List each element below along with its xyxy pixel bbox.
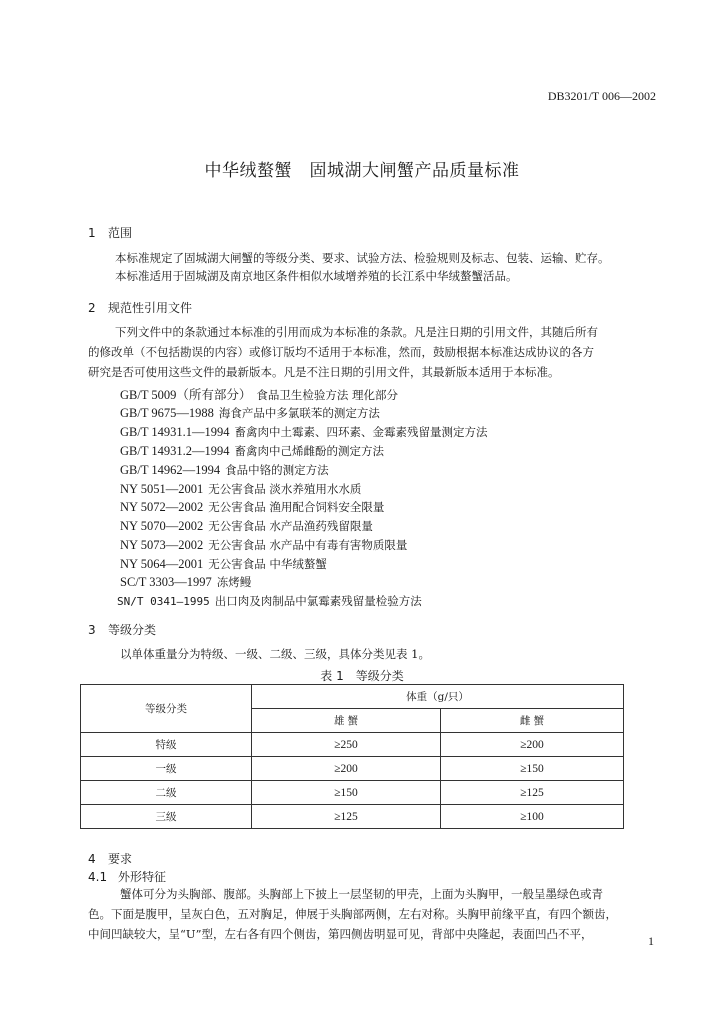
reference-item bbox=[120, 443, 384, 459]
header-female: 雌 蟹 bbox=[441, 709, 624, 733]
paragraph: 色。下面是腹甲，呈灰白色，五对胸足，伸展于头胸部两侧，左右对称。头胸甲前缘平直，有四个额齿， bbox=[88, 907, 617, 921]
paragraph: 本标准规定了固城湖大闸蟹的等级分类、要求、试验方法、检验规则及标志、包装、运输、贮存。 bbox=[115, 251, 610, 265]
reference-code: NY 5070—2002 bbox=[120, 519, 204, 533]
page-number: 1 bbox=[648, 934, 654, 948]
table-row bbox=[81, 781, 624, 805]
header-male: 雄 蟹 bbox=[252, 709, 441, 733]
section-4-heading bbox=[88, 850, 132, 867]
section-number: 4.1 bbox=[88, 870, 108, 884]
reference-code: GB/T 14931.2—1994 bbox=[120, 444, 230, 458]
paragraph: 本标准适用于固城湖及南京地区条件相似水域增养殖的长江系中华绒螯蟹活品。 bbox=[115, 269, 518, 283]
reference-name: 无公害食品 淡水养殖用水水质 bbox=[208, 482, 362, 496]
section-title: 等级分类 bbox=[108, 623, 157, 637]
reference-code: GB/T 14962—1994 bbox=[120, 463, 221, 477]
paragraph: 的修改单（不包括勘误的内容）或修订版均不适用于本标准，然而，鼓励根据本标准达成协议的各方 bbox=[88, 345, 594, 359]
reference-name: 无公害食品 中华绒螯蟹 bbox=[208, 557, 327, 571]
reference-item bbox=[117, 593, 422, 609]
reference-item bbox=[120, 518, 373, 534]
reference-name: 无公害食品 渔用配合饲料安全限量 bbox=[208, 500, 385, 514]
cell-grade: 三级 bbox=[81, 805, 252, 829]
reference-code: GB/T 9675—1988 bbox=[120, 406, 214, 420]
reference-item bbox=[120, 385, 398, 403]
section-number: 4 bbox=[88, 852, 96, 866]
cell-grade: 特级 bbox=[81, 733, 252, 757]
reference-name: 畜禽肉中土霉素、四环素、金霉素残留量测定方法 bbox=[234, 425, 488, 439]
table-row bbox=[81, 805, 624, 829]
cell-female: ≥100 bbox=[441, 805, 624, 829]
table-header-row bbox=[81, 685, 624, 709]
document-code: DB3201/T 006—2002 bbox=[547, 89, 656, 103]
reference-item bbox=[120, 481, 361, 497]
table-row bbox=[81, 757, 624, 781]
reference-code: GB/T 14931.1—1994 bbox=[120, 425, 230, 439]
section-3-heading bbox=[88, 621, 156, 638]
cell-female: ≥200 bbox=[441, 733, 624, 757]
paragraph: 下列文件中的条款通过本标准的引用而成为本标准的条款。凡是注日期的引用文件，其随后所有 bbox=[115, 325, 598, 339]
reference-code: GB/T 5009（所有部分） bbox=[120, 388, 252, 402]
reference-name: 海食产品中多氯联苯的测定方法 bbox=[218, 406, 380, 420]
reference-code: SC/T 3303—1997 bbox=[120, 575, 212, 589]
reference-item bbox=[120, 537, 407, 553]
cell-grade: 二级 bbox=[81, 781, 252, 805]
reference-item bbox=[120, 574, 251, 590]
section-title: 规范性引用文件 bbox=[108, 301, 193, 315]
reference-name: 畜禽肉中己烯雌酚的测定方法 bbox=[234, 444, 384, 458]
reference-code: NY 5073—2002 bbox=[120, 538, 204, 552]
reference-item bbox=[120, 462, 329, 478]
paragraph: 中间凹缺较大，呈“U”型，左右各有四个侧齿，第四侧齿明显可见，背部中央隆起，表面凹凸不平， bbox=[88, 927, 593, 941]
cell-grade: 一级 bbox=[81, 757, 252, 781]
reference-code: NY 5072—2002 bbox=[120, 500, 204, 514]
section-title: 外形特征 bbox=[118, 870, 167, 884]
reference-code: NY 5051—2001 bbox=[120, 482, 204, 496]
table-caption: 表 1 等级分类 bbox=[320, 669, 404, 683]
reference-name: 出口肉及肉制品中氯霉素残留量检验方法 bbox=[214, 594, 422, 608]
reference-name: 无公害食品 水产品渔药残留限量 bbox=[208, 519, 373, 533]
reference-item bbox=[120, 405, 380, 421]
section-number: 2 bbox=[88, 301, 96, 315]
cell-male: ≥125 bbox=[252, 805, 441, 829]
reference-name: 食品中铬的测定方法 bbox=[225, 463, 329, 477]
cell-male: ≥250 bbox=[252, 733, 441, 757]
reference-name: 无公害食品 水产品中有毒有害物质限量 bbox=[208, 538, 408, 552]
reference-code: SN/T 0341—1995 bbox=[117, 595, 210, 608]
section-number: 1 bbox=[88, 226, 96, 240]
section-1-heading bbox=[88, 224, 132, 241]
table-row bbox=[81, 733, 624, 757]
subsection-4-1-heading bbox=[88, 868, 166, 885]
reference-code: NY 5064—2001 bbox=[120, 557, 204, 571]
reference-name: 食品卫生检验方法 理化部分 bbox=[256, 388, 399, 402]
section-2-heading bbox=[88, 299, 192, 316]
reference-name: 冻烤鳗 bbox=[216, 575, 252, 589]
header-weight: 体重（g/只） bbox=[252, 685, 624, 709]
reference-item bbox=[120, 556, 327, 572]
paragraph: 以单体重量分为特级、一级、二级、三级，具体分类见表 1。 bbox=[120, 647, 430, 661]
reference-item bbox=[120, 499, 384, 515]
reference-item bbox=[120, 424, 488, 440]
cell-male: ≥150 bbox=[252, 781, 441, 805]
section-title: 要求 bbox=[108, 852, 133, 866]
paragraph: 蟹体可分为头胸部、腹部。头胸部上下披上一层坚韧的甲壳，上面为头胸甲，一般呈墨绿色或青 bbox=[120, 887, 603, 901]
cell-female: ≥150 bbox=[441, 757, 624, 781]
page-title: 中华绒螯蟹 固城湖大闸蟹产品质量标准 bbox=[204, 161, 520, 181]
section-number: 3 bbox=[88, 623, 96, 637]
grade-table bbox=[80, 684, 624, 829]
section-title: 范围 bbox=[108, 226, 133, 240]
header-grade: 等级分类 bbox=[81, 685, 252, 733]
cell-male: ≥200 bbox=[252, 757, 441, 781]
paragraph: 研究是否可使用这些文件的最新版本。凡是不注日期的引用文件，其最新版本适用于本标准。 bbox=[88, 365, 560, 379]
cell-female: ≥125 bbox=[441, 781, 624, 805]
